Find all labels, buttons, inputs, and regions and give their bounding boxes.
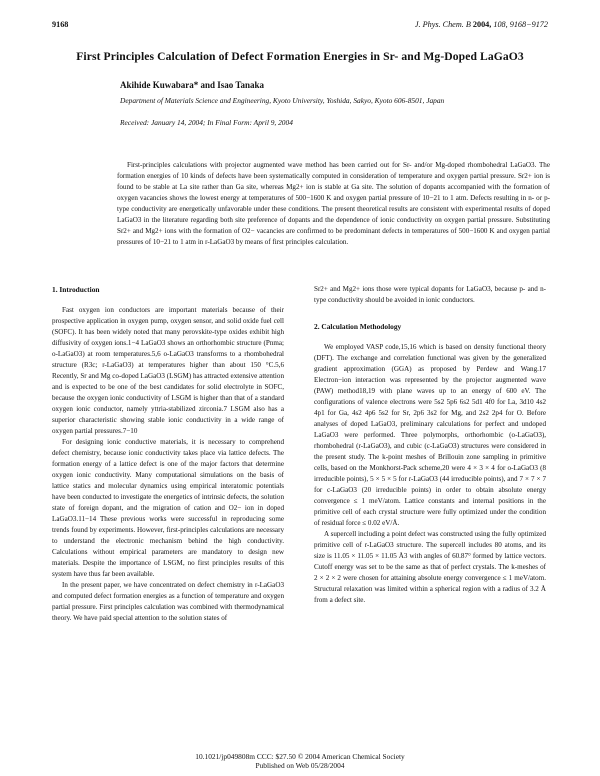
affiliation: Department of Materials Science and Engineering, Kyoto University, Yoshida, Sakyo, Kyoto 606-8501, Japan <box>120 96 445 105</box>
method-paragraph-1: We employed VASP code,15,16 which is based on density functional theory (DFT). The exchange and correlation functional was given by the generalized gradient approximation (GGA) as proposed by Perdew and Wang.17 Electron−ion interaction was represented by the projector augmented wave (PAW) method18,19 with plane waves up to an energy of 600 eV. The configurations of valence electrons were 5s2 5p6 6s2 5d1 4f0 for La, 3d10 4s2 4p1 for Ga, 4s2 4p6 5s2 for Sr, 2p6 3s2 for Mg, and 2s2 2p4 for O. Before analyses of doped LaGaO3, preliminary calculations for perfect and undoped LaGaO3 were performed. Three polymorphs, orthorhombic (o-LaGaO3), rhombohedral (r-LaGaO3), and cubic (c-LaGaO3) structures were considered in the present study. The k-point meshes of Brillouin zone sampling in primitive cells, based on the Monkhorst-Pack scheme,20 were 4 × 3 × 4 for o-LaGaO3 (8 irreducible points), 5 × 5 × 5 for r-LaGaO3 (44 irreducible points), and 7 × 7 × 7 for c-LaGaO3 (20 irreducible points) in order to obtain absolute energy convergence ≤ 1 meV/atom. Lattice constants and internal positions in the primitive cell of each crystal structure were fully optimized under the condition of residual force ≤ 0.02 eV/Å. <box>314 343 546 527</box>
section-heading-methodology: 2. Calculation Methodology <box>314 322 402 331</box>
section-heading-introduction: 1. Introduction <box>52 285 100 294</box>
abstract: First-principles calculations with projector augmented wave method has been carried out for Sr- and/or Mg-doped rhombohedral LaGaO3. The formation energies of 10 kinds of defects have been systematically computed in consideration of temperature and oxygen partial pressure. Sr2+ ion is found to be stable at La site rather than Ga site, whereas Mg2+ ion is stable at Ga site. The solution of dopants accompanied with the formation of oxygen vacancies shows the lowest energy at temperatures of 500−1600 K and oxygen partial pressure of 10−21 to 1 atm. Defects resulting in n- or p-type conductivity are energetically unfavorable under these conditions. The present theoretical results are consistent with experimental results of doped LaGaO3 in the literature regarding both site preference of dopants and the dependence of ionic conductivity on oxygen partial pressure. Substituting Sr2+ and Mg2+ ions with the formation of O2− vacancies are confirmed to be predominant defects in temperatures of 500−1600 K and oxygen partial pressures of 10−21 to 1 atm in r-LaGaO3 by means of first principles calculation. <box>117 161 550 246</box>
journal-name: J. Phys. Chem. B <box>414 20 471 29</box>
intro-paragraph-1: Fast oxygen ion conductors are important materials because of their prospective application in oxygen pump, oxygen sensor, and solid oxide fuel cell (SOFC). It has been widely noted that many perovskite-type oxides exhibit high diffusivity of oxygen ions.1−4 LaGaO3 shows an orthorhombic structure (Pnma; o-LaGaO3) at room temperatures.5,6 o-LaGaO3 transforms to a rhombohedral structure (R3c; r-LaGaO3) at temperatures higher than about 150 °C.5,6 Recently, Sr and Mg co-doped LaGaO3 (LSGM) has attracted extensive attention and is expected to be one of the best candidates for solid electrolyte in SOFC, because the oxygen ionic conductivity of LSGM is higher than that of a standard oxygen ionic conductor, namely yttria-stabilized zirconia.7 LSGM also has a superior characteristic showing stable ionic conductivity in a wide range of oxygen partial pressures.7−10 <box>52 306 284 435</box>
intro-paragraph-3: In the present paper, we have concentrated on defect chemistry in r-LaGaO3 and computed defect formation energies as a function of temperature and oxygen partial pressure. First principles calculation was combined with thermodynamical theory. We have paid special attention to the solution states of <box>52 581 284 622</box>
method-paragraph-2: A supercell including a point defect was constructed using the fully optimized primitive cell of r-LaGaO3 structure. The supercell includes 80 atoms, and its size is 11.05 × 11.05 × 11.05 Å3 with angles of 60.87° formed by lattice vectors. Cutoff energy was set to be the same as that of perfect crystals. The k-meshes of 2 × 2 × 2 were chosen for attaining absolute energy convergence ≤ 1 meV/atom. Structural relaxation was limited within a spherical region with a radius of 3.2 Å from a defect site. <box>314 530 546 604</box>
journal-year: 2004, <box>472 20 492 29</box>
received-dates: Received: January 14, 2004; In Final Form: April 9, 2004 <box>120 118 293 127</box>
right-column <box>314 284 546 606</box>
page-number: 9168 <box>52 20 69 29</box>
intro-paragraph-2: For designing ionic conductive materials, it is necessary to comprehend defect chemistry, because ionic conductivity takes place via lattice defects. The formation energy of a lattice defect is one of the major factors that determine oxygen ionic conductivity. Many computational simulations on the basis of lattice statics and molecular dynamics using empirical interatomic potentials have been conducted to investigate the energetics of intrinsic defects, the solution state of foreign dopant, and the migration of cation and O2− ion in doped LaGaO3.11−14 These previous works were successful in reproducing some trends found by experiments. However, first-principles calculations are necessary to understand the electronic mechanism behind the high conductivity. Calculations without empirical parameters are mandatory to design new materials. Despite the importance of LSGM, no first principles results of this system have thus far been available. <box>52 438 284 578</box>
journal-citation <box>415 20 548 29</box>
intro-paragraph-continued: Sr2+ and Mg2+ ions those were typical dopants for LaGaO3, because p- and n-type conductivity should be avoided in ionic conductors. <box>314 285 546 304</box>
section-spacer <box>314 306 546 321</box>
publication-date-line: Published on Web 05/28/2004 <box>255 761 345 770</box>
running-header <box>52 20 548 32</box>
article-title: First Principles Calculation of Defect Formation Energies in Sr- and Mg-Doped LaGaO3 <box>76 50 524 63</box>
volume-pages: 108, 9168−9172 <box>493 20 548 29</box>
page-footer <box>0 752 600 770</box>
left-column <box>52 284 284 624</box>
doi-copyright-line: 10.1021/jp049808m CCC: $27.50 © 2004 American Chemical Society <box>195 752 405 761</box>
author-list: Akihide Kuwabara* and Isao Tanaka <box>120 80 265 90</box>
